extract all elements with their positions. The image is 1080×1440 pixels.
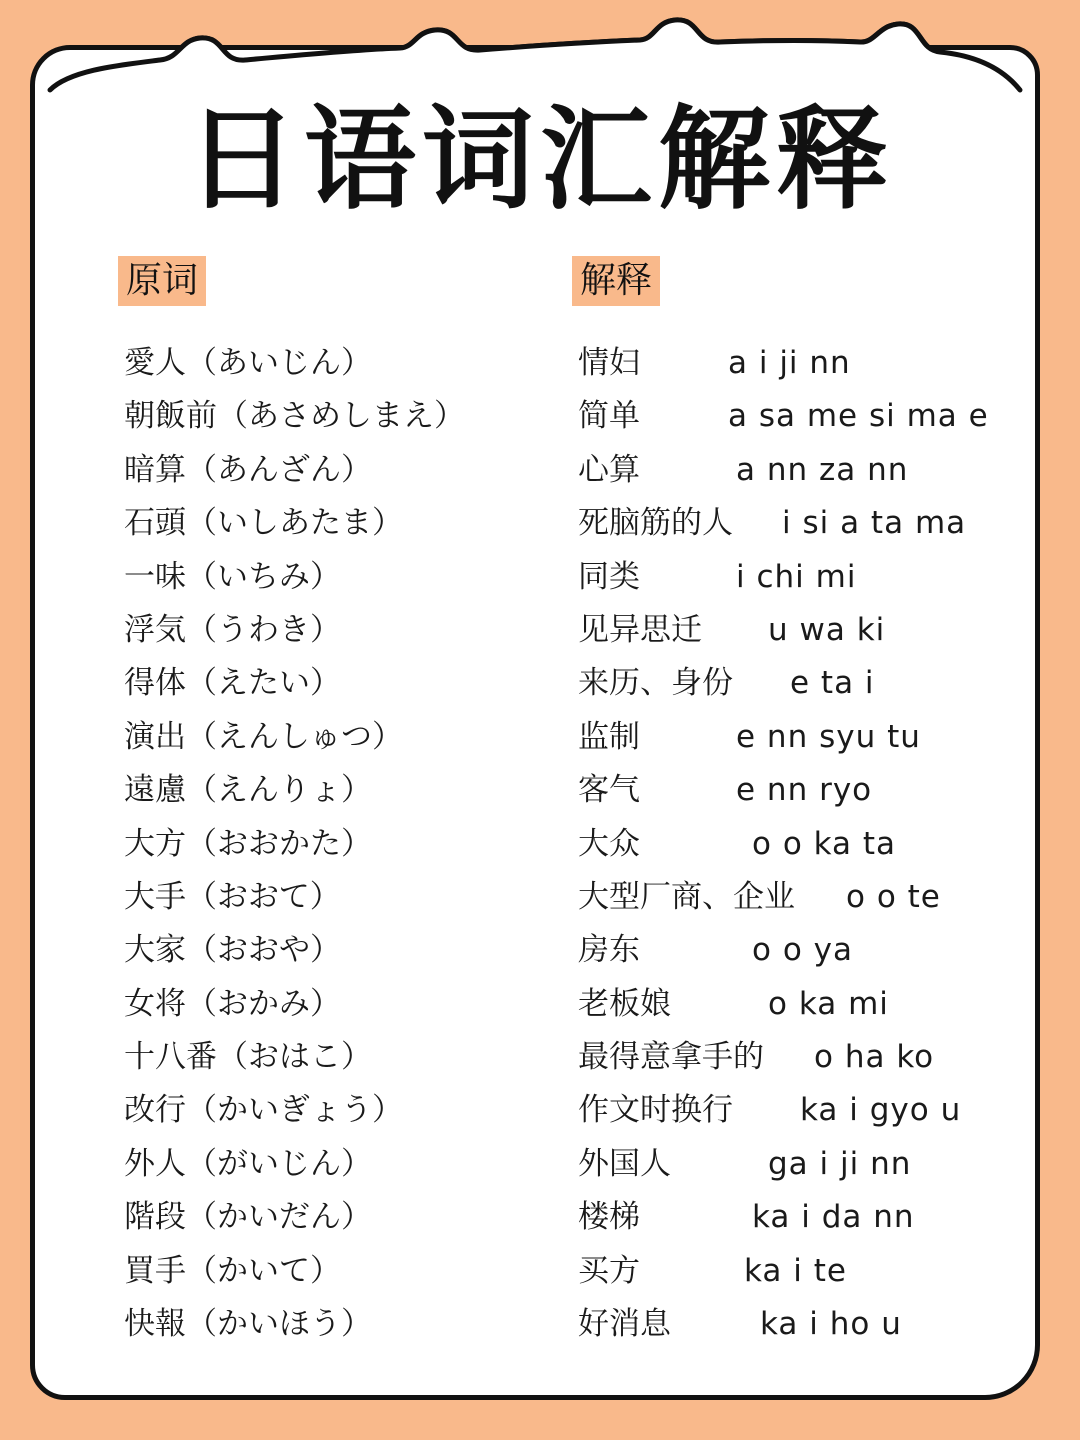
paper-top-fill [30, 10, 1040, 95]
meaning: 外国人 [578, 1145, 671, 1182]
vocabulary-list [0, 337, 1080, 1351]
meaning: 监制 [578, 718, 640, 755]
list-item [0, 764, 1080, 817]
romaji: ka i gyo u [800, 1092, 962, 1129]
list-item [0, 604, 1080, 657]
meaning: 见异思迁 [578, 611, 702, 648]
romaji: o o ya [752, 932, 853, 969]
list-item [0, 1084, 1080, 1137]
original-word: 演出（えんしゅつ） [124, 718, 403, 755]
original-word: 十八番（おはこ） [124, 1039, 372, 1076]
romaji: o o te [846, 878, 941, 915]
original-word: 浮気（うわき） [124, 611, 341, 648]
meaning: 来历、身份 [578, 665, 733, 702]
list-item [0, 924, 1080, 977]
original-word: 暗算（あんざん） [124, 451, 372, 488]
meaning: 楼梯 [578, 1199, 640, 1236]
romaji: e nn syu tu [736, 718, 921, 755]
original-word: 石頭（いしあたま） [124, 505, 403, 542]
list-item [0, 711, 1080, 764]
romaji: ka i ho u [760, 1306, 902, 1343]
romaji: o ka mi [768, 985, 889, 1022]
meaning: 心算 [578, 451, 640, 488]
meaning: 好消息 [578, 1306, 671, 1343]
list-item [0, 497, 1080, 550]
original-word: 買手（かいて） [124, 1252, 341, 1289]
column-header-explanation: 解释 [572, 256, 660, 306]
list-item [0, 551, 1080, 604]
meaning: 客气 [578, 772, 640, 809]
list-item [0, 1031, 1080, 1084]
meaning: 大众 [578, 825, 640, 862]
meaning: 简单 [578, 398, 640, 435]
romaji: o ha ko [814, 1039, 935, 1076]
meaning: 老板娘 [578, 985, 671, 1022]
original-word: 一味（いちみ） [124, 558, 341, 595]
list-item [0, 978, 1080, 1031]
meaning: 大型厂商、企业 [578, 878, 795, 915]
original-word: 愛人（あいじん） [124, 345, 372, 381]
romaji: e nn ryo [736, 772, 873, 809]
meaning: 作文时换行 [578, 1092, 733, 1129]
column-header-original: 原词 [118, 256, 206, 306]
romaji: ga i ji nn [768, 1145, 912, 1182]
romaji: o o ka ta [752, 825, 897, 862]
romaji: i si a ta ma [782, 505, 967, 542]
original-word: 大方（おおかた） [124, 825, 372, 862]
original-word: 大手（おおて） [124, 878, 341, 915]
page-title: 日语词汇解释 [186, 95, 894, 225]
original-word: 快報（かいほう） [124, 1306, 372, 1343]
list-item [0, 1245, 1080, 1298]
meaning: 情妇 [578, 345, 640, 381]
original-word: 遠慮（えんりょ） [124, 772, 372, 809]
meaning: 房东 [578, 932, 640, 969]
original-word: 改行（かいぎょう） [124, 1092, 403, 1129]
original-word: 階段（かいだん） [124, 1199, 372, 1236]
original-word: 外人（がいじん） [124, 1145, 372, 1182]
meaning: 最得意拿手的 [578, 1039, 764, 1076]
list-item [0, 1298, 1080, 1351]
romaji: a nn za nn [736, 451, 909, 488]
meaning: 同类 [578, 558, 640, 595]
meaning: 死脑筋的人 [578, 505, 733, 542]
romaji: ka i te [744, 1252, 847, 1289]
list-item [0, 818, 1080, 871]
romaji: a i ji nn [728, 345, 851, 381]
romaji: u wa ki [768, 611, 886, 648]
original-word: 得体（えたい） [124, 665, 341, 702]
list-item [0, 871, 1080, 924]
list-item [0, 337, 1080, 390]
list-item [0, 657, 1080, 710]
romaji: ka i da nn [752, 1199, 915, 1236]
romaji: e ta i [790, 665, 875, 702]
list-item [0, 444, 1080, 497]
original-word: 大家（おおや） [124, 932, 341, 969]
original-word: 女将（おかみ） [124, 985, 341, 1022]
meaning: 买方 [578, 1252, 640, 1289]
romaji: a sa me si ma e [728, 398, 989, 435]
original-word: 朝飯前（あさめしまえ） [124, 398, 465, 435]
romaji: i chi mi [736, 558, 857, 595]
list-item [0, 1191, 1080, 1244]
list-item [0, 1138, 1080, 1191]
list-item [0, 390, 1080, 443]
